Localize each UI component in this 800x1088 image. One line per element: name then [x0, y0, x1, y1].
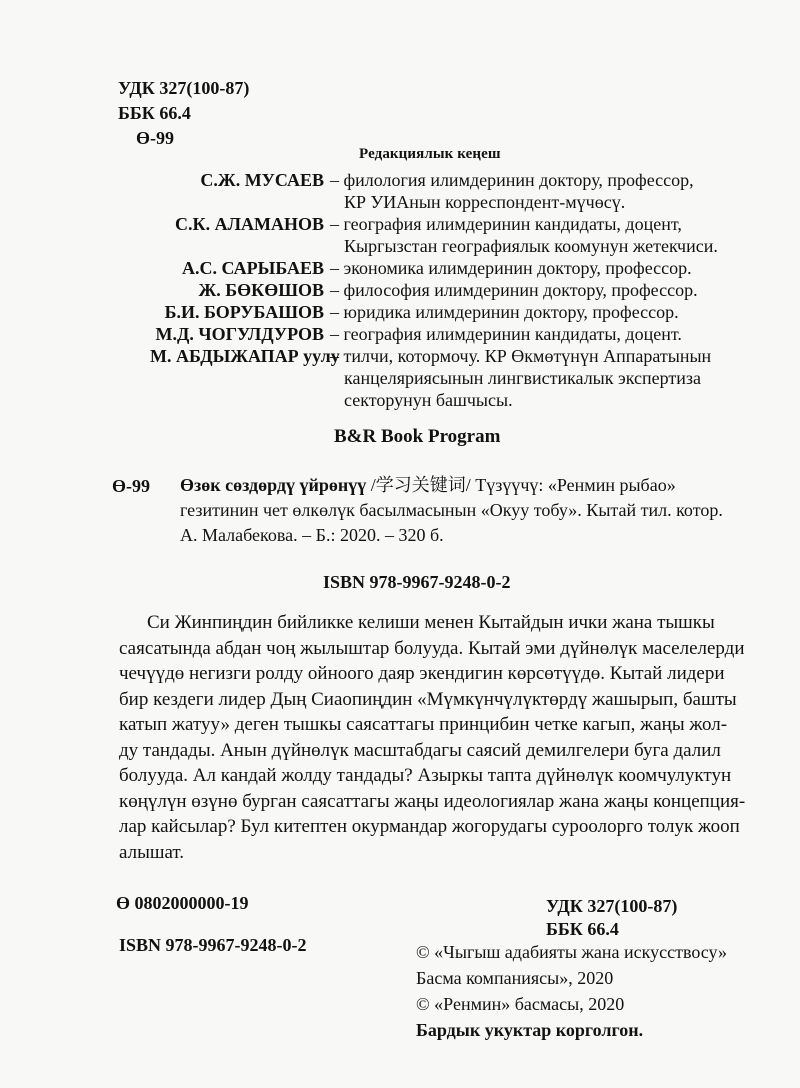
bottom-bbk-code: ББК 66.4: [546, 919, 619, 939]
bbk-code: ББК 66.4: [118, 103, 191, 123]
member-name: С.К. АЛАМАНОВ: [175, 214, 324, 234]
member-role: [330, 213, 750, 257]
member-name: М.Д. ЧОГУЛДУРОВ: [155, 324, 324, 344]
udk-code: УДК 327(100-87): [118, 78, 250, 98]
member-role-continuation: Кыргызстан географиялык коомунун жетекчиси.: [344, 236, 718, 256]
annotation-line: лар кайсылар? Бул китептен окурмандар жогорудагы суроолорго толук жооп: [119, 816, 740, 837]
member-name: Б.И. БОРУБАШОВ: [164, 302, 324, 322]
copyright-publisher: © «Чыгыш адабияты жана искусствосу»: [416, 942, 728, 962]
annotation-line: бир кездеги лидер Дың Сиаопиңдин «Мүмкүнчүлүктөрдү жашырып, башты: [119, 688, 737, 710]
member-role: [330, 345, 750, 411]
member-role: – экономика илимдеринин доктору, профессор.: [330, 258, 692, 278]
annotation-line: чечүүдө негизги ролду ойноого даяр экендигин көрсөтүүдө. Кытай лидери: [119, 663, 725, 684]
catalog-entry-line-2: гезитинин чет өлкөлүк басылмасынын «Окуу тобу». Кытай тил. котор.: [180, 500, 723, 520]
member-name: С.Ж. МУСАЕВ: [200, 170, 324, 190]
member-name: Ж. БӨКӨШОВ: [198, 280, 324, 300]
book-title: Өзөк сөздөрдү үйрөнүү: [180, 475, 367, 495]
board-member: [150, 169, 770, 213]
copyright-publisher-cont: Басма компаниясы», 2020: [416, 968, 614, 988]
board-member: [150, 213, 770, 257]
annotation-line: Си Жинпиңдин бийликке келиши менен Кытайдын ички жана тышкы: [147, 612, 715, 633]
board-member: [150, 345, 770, 411]
member-role-continuation: КР УИАнын корреспондент-мүчөсү.: [344, 192, 626, 212]
catalog-entry: [180, 473, 723, 548]
member-role: – юридика илимдеринин доктору, профессор.: [330, 302, 679, 322]
board-member: [150, 257, 770, 279]
member-role-continuation: секторунун башчысы.: [344, 390, 513, 410]
member-role-continuation: канцеляриясынын лингвистикалык экспертиза: [344, 368, 702, 388]
annotation-line: саясатында абдан чоң жылыштар болууда. Кытай эми дүйнөлүк маселелерди: [119, 637, 745, 659]
copyright-renmin: © «Ренмин» басмасы, 2020: [416, 994, 625, 1014]
bottom-udk-code: УДК 327(100-87): [546, 896, 678, 916]
member-role: [330, 169, 750, 213]
author-sign: Ө-99: [136, 128, 174, 148]
board-member: [150, 301, 770, 323]
annotation-paragraph: [119, 610, 759, 865]
program-title: B&R Book Program: [334, 426, 501, 447]
member-role: – философия илимдеринин доктору, профессор.: [330, 280, 698, 300]
annotation-line: алышат.: [119, 841, 185, 863]
catalog-entry-line-3: А. Малабекова. – Б.: 2020. – 320 б.: [180, 525, 444, 545]
catalog-entry-code: Ө-99: [112, 476, 150, 496]
member-name: М. АБДЫЖАПАР уулу: [150, 346, 340, 366]
board-member: [150, 323, 770, 345]
board-member: [150, 279, 770, 301]
annotation-line: ду тандады. Анын дүйнөлүк масштабдагы саясий демилгелери буга далил: [119, 739, 721, 761]
catalog-entry-title-rest: /学习关键词/ Түзүүчү: «Ренмин рыбао»: [366, 475, 676, 495]
bottom-right-imprint: [416, 893, 727, 1043]
member-role-line: – филология илимдеринин доктору, профессор,: [330, 170, 694, 190]
rights-reserved: Бардык укуктар корголгон.: [416, 1020, 644, 1040]
annotation-line: көңүлүн өзүнө бурган саясаттагы жаңы идеологиялар жана жаңы концепция-: [119, 790, 746, 812]
annotation-line: катып жатуу» деген тышкы саясаттагы принцибин четке кагып, жаңы жол-: [119, 714, 728, 735]
catalog-entry-line-1: [180, 473, 723, 498]
member-role: – география илимдеринин кандидаты, доцент.: [330, 324, 682, 344]
editorial-board-title: Редакциялык кеңеш: [359, 146, 501, 162]
top-classification: [118, 76, 249, 151]
member-role-line: – тилчи, котормочу. КР Өкмөтүнүн Аппаратынын: [330, 346, 712, 366]
member-role-line: – география илимдеринин кандидаты, доцент,: [330, 214, 682, 234]
bottom-left-isbn: ISBN 978-9967-9248-0-2: [119, 935, 307, 955]
editorial-board-list: [150, 169, 770, 411]
annotation-line: болууда. Ал кандай жолду тандады? Азыркы тапта дүйнөлүк коомчулуктун: [119, 765, 732, 786]
bottom-left-code: Ө 0802000000-19: [116, 893, 249, 913]
member-name: А.С. САРЫБАЕВ: [182, 258, 324, 278]
isbn-center: ISBN 978-9967-9248-0-2: [323, 572, 511, 592]
